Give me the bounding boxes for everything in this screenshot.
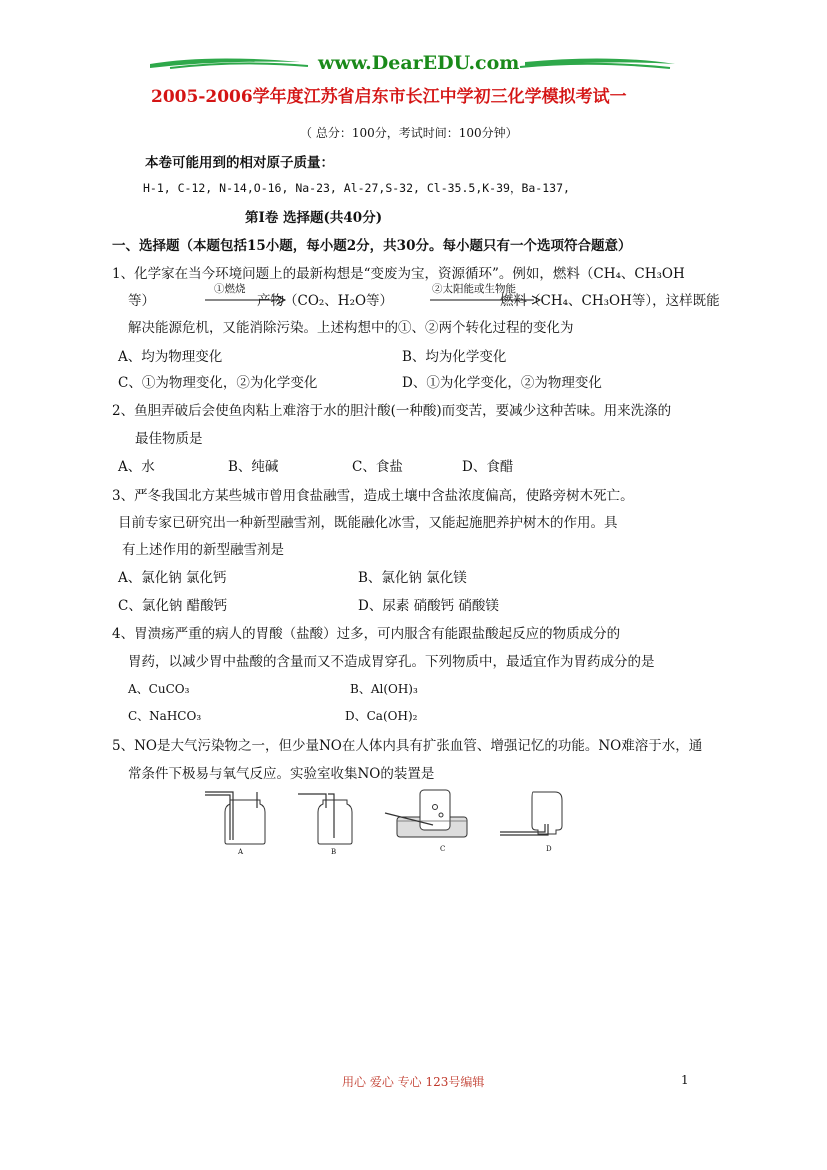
q5-line2: 常条件下极易与氧气反应。实验室收集NO的装置是 bbox=[128, 766, 435, 782]
q4-line1: 4、胃溃疡严重的病人的胃酸（盐酸）过多，可内服含有能跟盐酸起反应的物质成分的 bbox=[112, 626, 621, 642]
q1-option-a: A、均为物理变化 bbox=[118, 349, 223, 365]
q4-line2: 胃药，以减少胃中盐酸的含量而又不造成胃穿孔。下列物质中，最适宜作为胃药成分的是 bbox=[128, 654, 655, 670]
section-heading: 一、选择题（本题包括15小题，每小题2分，共30分。每小题只有一个选项符合题意） bbox=[112, 238, 632, 254]
page-title: 2005-2006学年度江苏省启东市长江中学初三化学模拟考试一 bbox=[151, 87, 627, 107]
q1-line2-c: 燃料（CH₄、CH₃OH等），这样既能 bbox=[500, 293, 720, 309]
q3-option-c: C、氯化钠 醋酸钙 bbox=[118, 598, 228, 614]
q1-line2-b: 产物（CO₂、H₂O等） bbox=[257, 293, 394, 309]
q1-line1: 1、化学家在当今环境问题上的最新构想是“变废为宝，资源循环”。例如，燃料（CH₄、CH₃OH bbox=[112, 266, 685, 282]
apparatus-a-label: A bbox=[238, 848, 244, 856]
q1-arrow1-label: ①燃烧 bbox=[214, 283, 246, 295]
q3-line2: 目前专家已研究出一种新型融雪剂，既能融化冰雪，又能起施肥养护树木的作用。具 bbox=[118, 515, 618, 531]
q1-line2-a: 等） bbox=[128, 293, 155, 309]
apparatus-d-label: D bbox=[546, 845, 552, 853]
q2-option-c: C、食盐 bbox=[352, 459, 403, 475]
q3-option-b: B、氯化钠 氯化镁 bbox=[358, 570, 467, 586]
q1-line3: 解决能源危机，又能消除污染。上述构想中的①、②两个转化过程的变化为 bbox=[128, 320, 574, 336]
q2-line1: 2、鱼胆弄破后会使鱼肉粘上难溶于水的胆汁酸(一种酸)而变苦，要减少这种苦味。用来洗涤的 bbox=[112, 403, 672, 419]
q3-line1: 3、严冬我国北方某些城市曾用食盐融雪，造成土壤中含盐浓度偏高，使路旁树木死亡。 bbox=[112, 488, 634, 504]
apparatus-c-label: C bbox=[440, 845, 446, 853]
q2-option-d: D、食醋 bbox=[462, 459, 514, 475]
footer-slogan: 用心 爱心 专心 123号编辑 bbox=[342, 1075, 485, 1089]
apparatus-b-label: B bbox=[331, 848, 337, 856]
q5-line1: 5、NO是大气污染物之一，但少量NO在人体内具有扩张血管、增强记忆的功能。NO难溶于水，通 bbox=[112, 738, 703, 754]
q1-option-d: D、①为化学变化，②为物理变化 bbox=[402, 375, 602, 391]
q3-line3: 有上述作用的新型融雪剂是 bbox=[122, 542, 284, 558]
exam-meta: （ 总分：100分，考试时间：100分钟） bbox=[300, 126, 518, 140]
apparatus-d-diagram bbox=[500, 790, 575, 845]
volume-title: 第Ⅰ卷 选择题(共40分) bbox=[245, 210, 383, 226]
q2-option-a: A、水 bbox=[118, 459, 155, 475]
q2-line2: 最佳物质是 bbox=[135, 431, 203, 447]
apparatus-a-diagram bbox=[205, 790, 275, 850]
q1-option-c: C、①为物理变化，②为化学变化 bbox=[118, 375, 318, 391]
q4-option-c: C、NaHCO₃ bbox=[128, 709, 202, 723]
site-logo: www.DearEDU.com bbox=[318, 52, 520, 74]
q2-option-b: B、纯碱 bbox=[228, 459, 279, 475]
q3-option-a: A、氯化钠 氯化钙 bbox=[118, 570, 227, 586]
q1-option-b: B、均为化学变化 bbox=[402, 349, 507, 365]
logo-swoosh-left bbox=[150, 50, 310, 80]
q4-option-d: D、Ca(OH)₂ bbox=[345, 709, 418, 723]
apparatus-c-diagram bbox=[385, 785, 480, 850]
q4-option-b: B、Al(OH)₃ bbox=[350, 682, 418, 696]
q3-option-d: D、尿素 硝酸钙 硝酸镁 bbox=[358, 598, 499, 614]
page-number: 1 bbox=[681, 1073, 689, 1087]
q1-arrow2-label: ②太阳能或生物能 bbox=[432, 283, 516, 295]
q4-option-a: A、CuCO₃ bbox=[128, 682, 190, 696]
atomic-mass-list: H-1, C-12, N-14,O-16, Na-23, Al-27,S-32, Cl-35.5,K-39，Ba-137, bbox=[143, 181, 570, 195]
atomic-mass-heading: 本卷可能用到的相对原子质量： bbox=[145, 155, 334, 171]
logo-swoosh-right bbox=[520, 50, 680, 80]
apparatus-b-diagram bbox=[298, 790, 358, 850]
